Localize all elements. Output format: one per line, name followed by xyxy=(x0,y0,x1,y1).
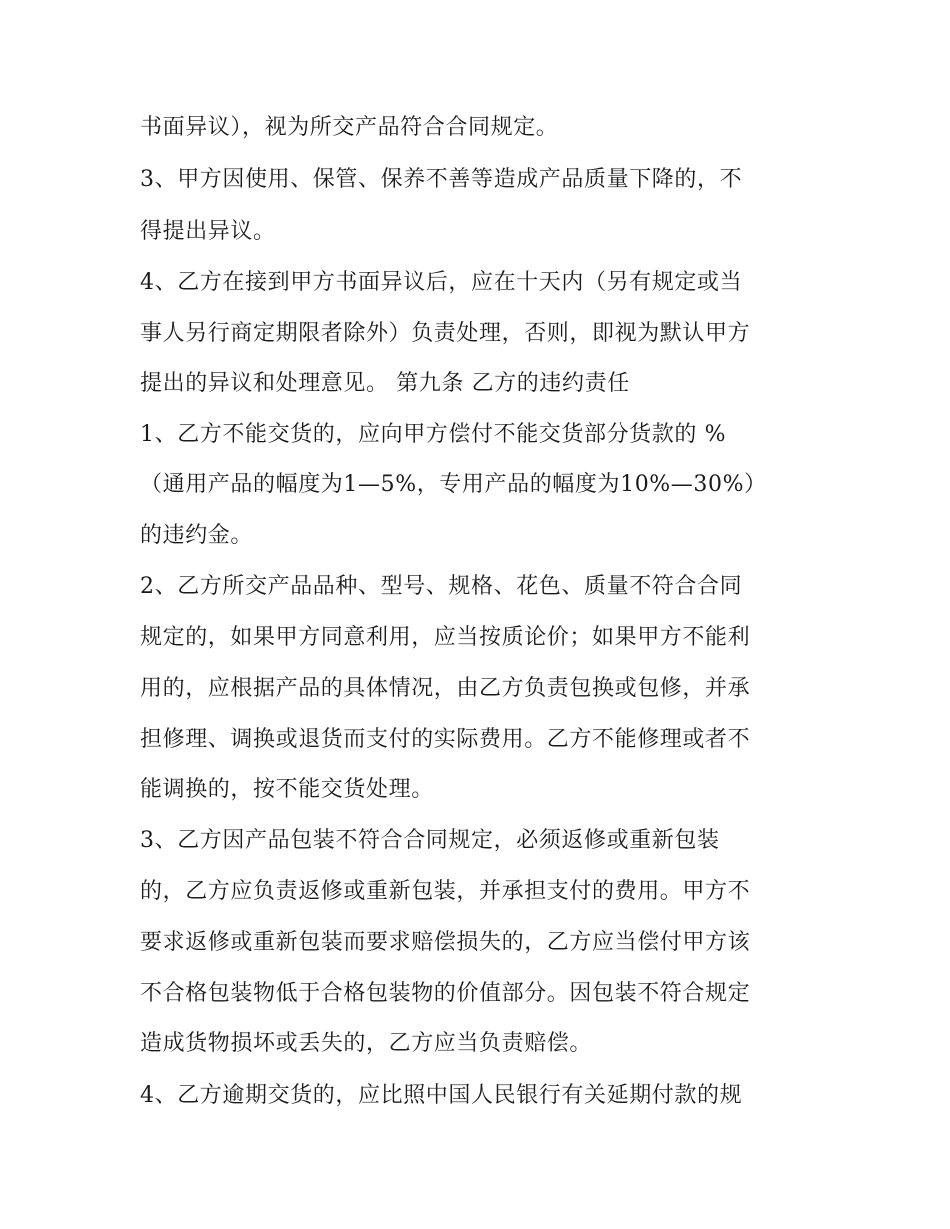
paragraph-line: 能调换的，按不能交货处理。 xyxy=(140,777,434,802)
paragraph-line: 提出的异议和处理意见。 第九条 乙方的违约责任 xyxy=(140,371,630,396)
paragraph-line: 要求返修或重新包装而要求赔偿损失的，乙方应当偿付甲方该 xyxy=(140,930,751,955)
paragraph-line: 3、甲方因使用、保管、保养不善等造成产品质量下降的，不 xyxy=(140,167,743,192)
paragraph-line: 3、乙方因产品包装不符合合同规定，必须返修或重新包装 xyxy=(140,828,720,853)
paragraph-line: 事人另行商定期限者除外）负责处理，否则，即视为默认甲方 xyxy=(140,321,751,346)
paragraph-line: 的，乙方应负责返修或重新包装，并承担支付的费用。甲方不 xyxy=(140,879,751,904)
paragraph-line: 书面异议），视为所交产品符合合同规定。 xyxy=(140,115,559,140)
paragraph-line: 的违约金。 xyxy=(140,523,254,548)
paragraph-line: 不合格包装物低于合格包装物的价值部分。因包装不符合规定 xyxy=(140,981,751,1006)
paragraph-line: 规定的，如果甲方同意利用，应当按质论价；如果甲方不能利 xyxy=(140,625,751,650)
paragraph-line: 4、乙方在接到甲方书面异议后，应在十天内（另有规定或当 xyxy=(140,270,743,295)
paragraph-line: 造成货物损坏或丢失的，乙方应当负责赔偿。 xyxy=(140,1031,593,1056)
paragraph-line: （通用产品的幅度为1—5%，专用产品的幅度为10%—30%） xyxy=(140,472,767,497)
paragraph-line: 得提出异议。 xyxy=(140,219,276,244)
paragraph-line: 用的，应根据产品的具体情况，由乙方负责包换或包修，并承 xyxy=(140,676,751,701)
paragraph-line: 担修理、调换或退货而支付的实际费用。乙方不能修理或者不 xyxy=(140,727,751,752)
paragraph-line: 1、乙方不能交货的，应向甲方偿付不能交货部分货款的 % xyxy=(140,422,727,447)
paragraph-line: 2、乙方所交产品品种、型号、规格、花色、质量不符合合同 xyxy=(140,574,743,599)
paragraph-line: 4、乙方逾期交货的，应比照中国人民银行有关延期付款的规 xyxy=(140,1083,743,1108)
